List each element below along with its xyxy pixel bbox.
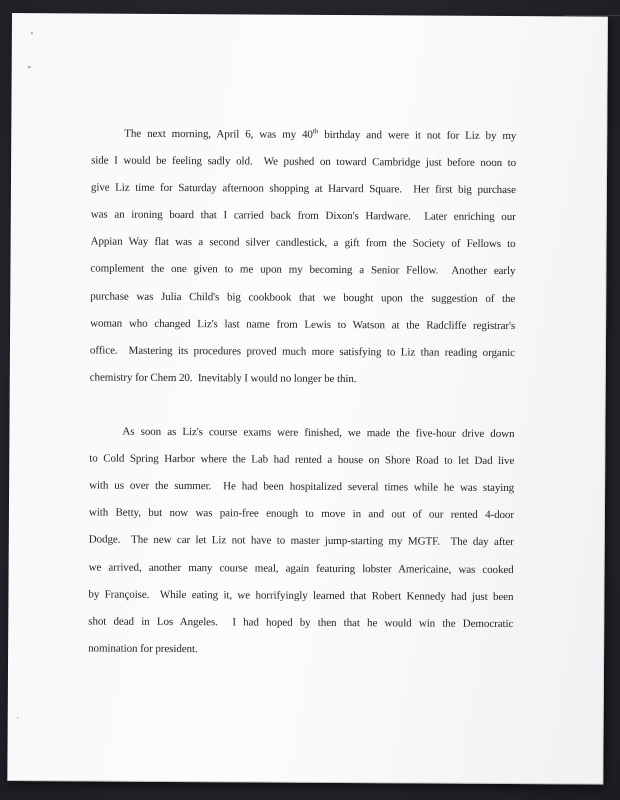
text-line: [91, 120, 516, 150]
text-line: [90, 283, 515, 313]
text-segment: complement the one given to me upon my becoming a Senior Fellow. Another early: [90, 262, 516, 278]
text-line: [89, 473, 514, 503]
text-segment: by Françoise. While eating it, we horrifyingly learned that Robert Kennedy had just been: [88, 588, 514, 603]
text-segment: was an ironing board that I carried back from Dixon's Hardware. Later enriching our: [90, 208, 516, 224]
text-segment: As soon as Liz's course exams were finished, we made the five-hour drive down: [122, 425, 515, 441]
paragraph: [88, 419, 514, 665]
text-line: [89, 446, 514, 476]
text-line: [89, 554, 514, 584]
text-segment: The next morning, April 6, was my 40: [124, 127, 313, 141]
text-segment: give Liz time for Saturday afternoon shopping at Harvard Square. Her first big purchase: [90, 181, 516, 197]
text-line: [91, 202, 516, 232]
document-page: [7, 13, 608, 785]
text-line: [88, 635, 513, 665]
text-segment: purchase was Julia Child's big cookbook that we bought upon the suggestion of the: [90, 290, 516, 305]
text-segment: to Cold Spring Harbor where the Lab had rented a house on Shore Road to let Dad live: [89, 452, 515, 468]
paragraph: [90, 120, 517, 394]
text-segment: birthday and were it not for Liz by my: [318, 128, 517, 143]
paper-speck: [17, 717, 19, 719]
text-segment: with us over the summer. He had been hospitalized several times while he was staying: [89, 479, 515, 495]
paper-speck: [28, 66, 31, 68]
text-segment: with Betty, but now was pain-free enough to move in and out of our rented 4-door: [88, 506, 514, 522]
text-segment: side I would be feeling sadly old. We pushed on toward Cambridge just before noon to: [91, 154, 517, 170]
text-line: [89, 527, 514, 557]
paper-speck: [31, 32, 33, 34]
text-line: [90, 337, 515, 367]
text-segment: nomination for president.: [88, 642, 198, 655]
text-line: [88, 608, 513, 638]
text-segment: Appian Way flat was a second silver candlestick, a gift from the Society of Fellows to: [90, 235, 516, 251]
text-line: [90, 256, 515, 286]
text-line: [91, 148, 516, 178]
text-line: [89, 500, 514, 530]
text-line: [91, 229, 516, 259]
text-segment: we arrived, another many course meal, again featuring lobster Americaine, was cooked: [88, 560, 514, 576]
text-line: [88, 581, 513, 611]
text-segment: Dodge. The new car let Liz not have to master jump-starting my MGTF. The day after: [88, 533, 514, 549]
text-line: [91, 175, 516, 205]
text-line: [90, 364, 515, 394]
ordinal-superscript: th: [312, 127, 319, 136]
text-segment: office. Mastering its procedures proved much more satisfying to Liz than reading organic: [89, 344, 515, 359]
text-segment: woman who changed Liz's last name from Lewis to Watson at the Radcliffe registrar's: [90, 317, 516, 332]
text-segment: chemistry for Chem 20. Inevitably I would no longer be thin.: [89, 371, 357, 385]
text-line: [90, 310, 515, 340]
text-line: [89, 419, 514, 449]
document-text: [88, 120, 516, 664]
text-segment: shot dead in Los Angeles. I had hoped by then that he would win the Democratic: [88, 615, 514, 630]
